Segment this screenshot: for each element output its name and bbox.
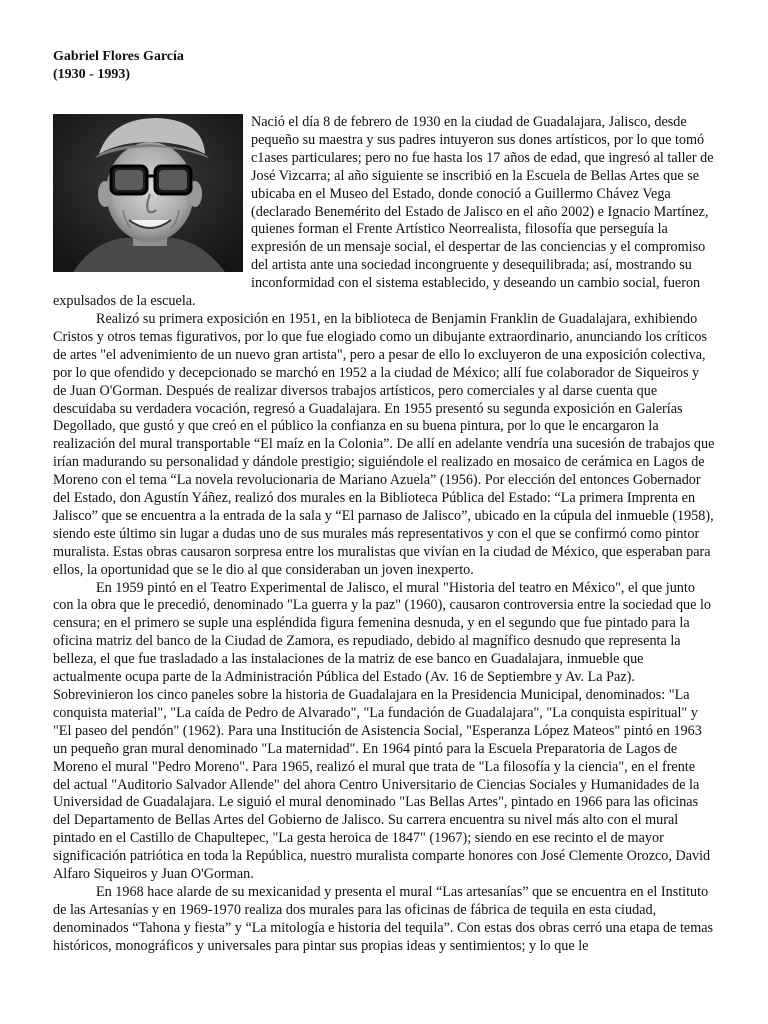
paragraph-3: En 1959 pintó en el Teatro Experimental de Jalisco, el mural "Historia del teatro en México", el que junto con la obra que le precedió, denominado "La guerra y la paz" (1960), causaron controversia entre la sociedad que lo censura; en el primero se suple una espléndida figura femenina desnuda, y en el segundo que fue pintado para la oficina matriz del banco de la Ciudad de Zamora, es repudiado, debido al magnífico desnudo que representa la belleza, el que fue trasladado a las instalaciones de la matriz de ese banco en Guadalajara, inmueble que actualmente ocupa parte de la Administración Pública del Estado (Av. 16 de Septiembre y Av. La Paz). Sobrevinieron los cinco paneles sobre la historia de Guadalajara en la Presidencia Municipal, denominados: "La conquista material", "La caída de Pedro de Alvarado", "La fundación de Guadalajara", "La conquista espiritual" y "El paseo del pendón" (1962). Para una Institución de Asistencia Social, "Esperanza López Mateos" pintó en 1963 un pequeño gran mural denominado "La maternidad". En 1964 pintó para la Escuela Preparatoria de Lagos de Moreno el mural "Pedro Moreno". Para 1965, realizó el mural que trata de "La filosofía y la ciencia", en el frente del actual "Auditorio Salvador Allende" del ahora Centro Universitario de Ciencias Sociales y Humanidades de la Universidad de Guadalajara. Le siguió el mural denominado "Las Bellas Artes", pintado en 1966 para las oficinas del Departamento de Bellas Artes del Gobierno de Jalisco. Su carrera encuentra su nivel más alto con el mural pintado en el Castillo de Chapultepec, "La gesta heroica de 1847" (1967); siendo en ese recinto el de mayor significación patriótica en toda la República, nuestro muralista comparte honores con José Clemente Orozco, David Alfaro Siqueiros y Juan O'Gorman. <box>53 579 712 883</box>
portrait-photo <box>53 114 243 272</box>
paragraph-2: Realizó su primera exposición en 1951, en la biblioteca de Benjamin Franklin de Guadalajara, exhibiendo Cristos y otros temas figurativos, por lo que fue elogiado como un dibujante extraordinario, anunciando los críticos de artes "el advenimiento de un nuevo gran artista", pero a pesar de ello lo excluyeron de una exposición colectiva, por lo que ofendido y decepcionado se marchó en 1952 a la ciudad de México; allí fue colaborador de Siqueiros y de Juan O'Gorman. Después de realizar diversos trabajos artísticos, pero comerciales y al darse cuenta que descuidaba su verdadera vocación, regresó a Guadalajara. En 1955 presentó su segunda exposición en Galerías Degollado, que gustó y que creó en el público la confianza en su buena pintura, por lo que le encargaron la realización del mural transportable “El maíz en la Colonia”. De allí en adelante vendría una sucesión de trabajos que irían madurando su personalidad y dándole prestigio; siguiéndole el realizado en mosaico de cerámica en Lagos de Moreno con el tema “La novela revolucionaria de Mariano Azuela” (1956). Por elección del entonces Gobernador del Estado, don Agustín Yáñez, realizó dos murales en la Biblioteca Pública del Estado: “La primera Imprenta en Jalisco” que se encuentra a la entrada de la sala y “El parnaso de Jalisco”, ubicado en la cúpula del inmueble (1958), siendo este último sin lugar a dudas uno de sus murales más representativos y con el que se confirmó como pintor muralista. Estas obras causaron sorpresa entre los muralistas que vivían en la ciudad de México, que esperaban para ellos, la oportunidad que se le dio al que consideraban un joven inexperto. <box>53 310 715 578</box>
paragraph-4: En 1968 hace alarde de su mexicanidad y presenta el mural “Las artesanías” que se encuentra en el Instituto de las Artesanías y en 1969-1970 realiza dos murales para las oficinas de fábrica de tequila en esta ciudad, denominados “Tahona y fiesta” y “La mitología e historia del tequila”. Con estas dos obras cerró una etapa de temas históricos, monográficos y universales para pintar sus propias ideas y sentimientos; y lo que le <box>53 883 714 954</box>
paragraph-1: Nació el día 8 de febrero de 1930 en la ciudad de Guadalajara, Jalisco, desde pequeño su maestra y sus padres intuyeron sus dones artísticos, por lo que tomó c1ases particulares; pero no fue hasta los 17 años de edad, que ingresó al taller de José Vizcarra; al año siguiente se inscribió en la Escuela de Bellas Artes que se ubicaba en el Museo del Estado, donde conoció a Guillermo Chávez Vega (declarado Benemérito del Estado de Jalisco en el año 2002) e Ignacio Martínez, quienes forman el Frente Artístico Neorrealista, filosofía que perseguía la expresión de un mensaje social, el despertar de las conciencias y el compromiso del artista ante una sociedad incongruente y desequilibrada; así, mostrando su inconformidad con el sistema establecido, y deseando un cambio social, fueron expulsados de la escuela. <box>53 114 714 310</box>
document-body <box>53 114 715 956</box>
document-dates: (1930 - 1993) <box>53 67 130 82</box>
document-title: Gabriel Flores García <box>53 49 184 64</box>
document-page <box>53 48 715 956</box>
portrait-photo-icon <box>53 114 243 272</box>
